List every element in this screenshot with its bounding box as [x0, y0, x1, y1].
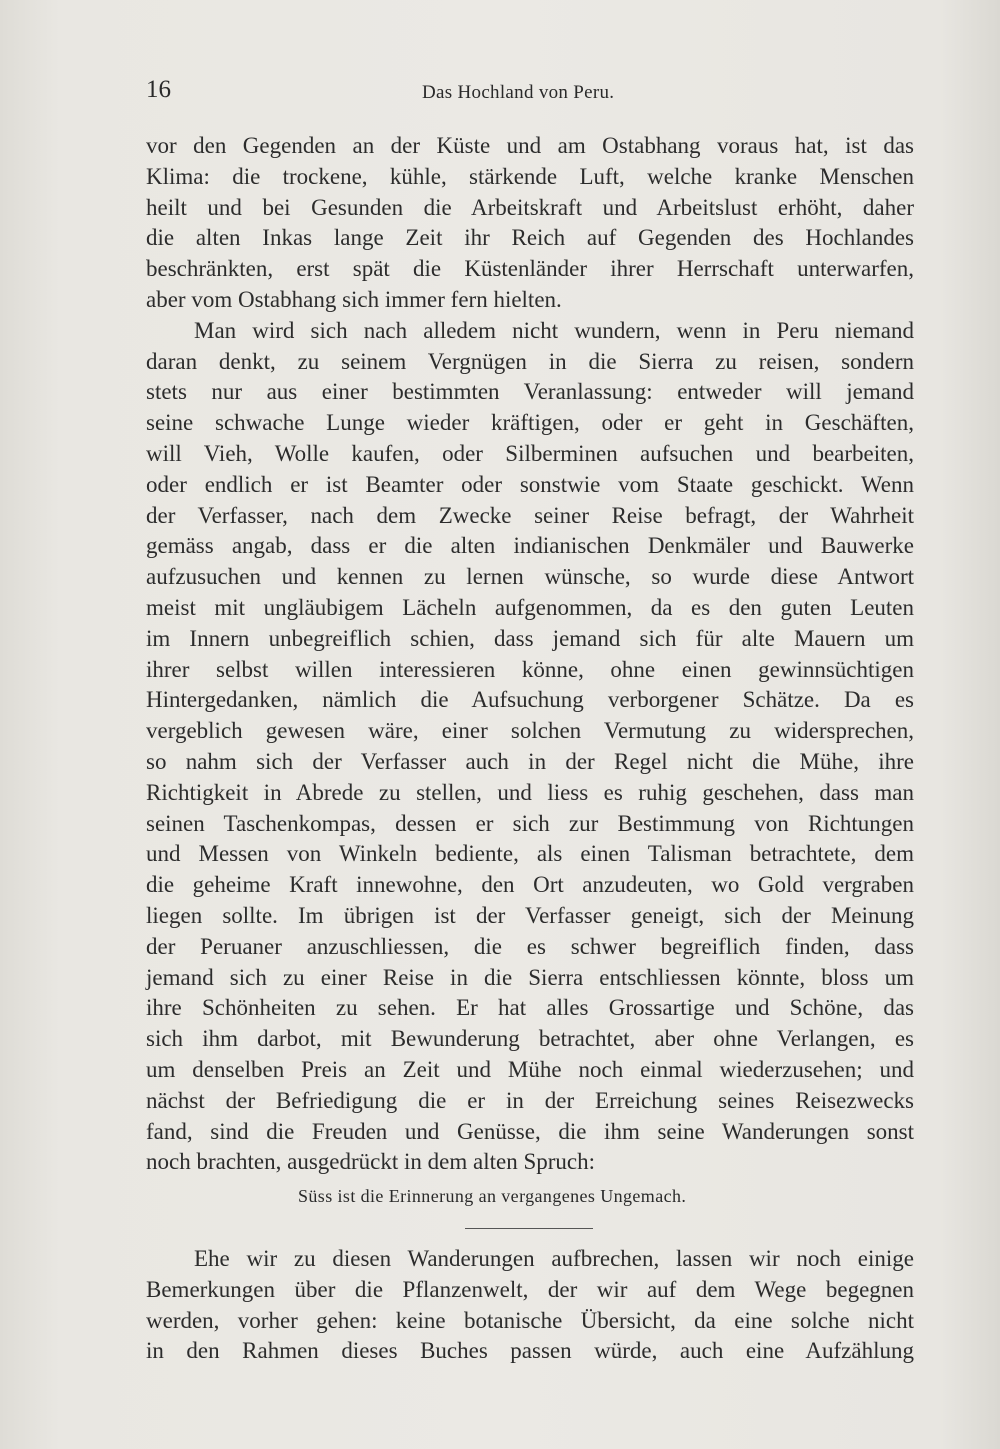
text-line: daran denkt, zu seinem Vergnügen in die Sierra zu reisen, sondern [146, 348, 914, 374]
page-header [146, 76, 908, 110]
text-line: Richtigkeit in Abrede zu stellen, und liess es ruhig geschehen, dass man [146, 779, 914, 805]
text-line: seine schwache Lunge wieder kräftigen, oder er geht in Geschäften, [146, 410, 914, 436]
text-line: die alten Inkas lange Zeit ihr Reich auf Gegenden des Hochlandes [146, 225, 914, 251]
text-line: der Peruaner anzuschliessen, die es schwer begreiflich finden, dass [146, 933, 914, 959]
text-line: ihrer selbst willen interessieren könne, ohne einen gewinnsüchtigen [146, 656, 914, 682]
text-line: seinen Taschenkompas, dessen er sich zur Bestimmung von Richtungen [146, 810, 914, 836]
text-line: beschränkten, erst spät die Küstenländer ihrer Herrschaft unterwarfen, [146, 256, 914, 282]
text-line: um denselben Preis an Zeit und Mühe noch einmal wiederzusehen; und [146, 1056, 914, 1082]
text-line: Ehe wir zu diesen Wanderungen aufbrechen, lassen wir noch einige [194, 1246, 914, 1271]
text-line: in den Rahmen dieses Buches passen würde, auch eine Aufzählung [146, 1338, 914, 1364]
text-line: der Verfasser, nach dem Zwecke seiner Reise befragt, der Wahrheit [146, 502, 914, 528]
text-line: aber vom Ostabhang sich immer fern hielten. [146, 286, 562, 312]
running-title: Das Hochland von Peru. [422, 82, 615, 103]
quotation: Süss ist die Erinnerung an vergangenes Ungemach. [298, 1186, 687, 1206]
text-line: heilt und bei Gesunden die Arbeitskraft und Arbeitslust erhöht, daher [146, 194, 914, 220]
text-line: Hintergedanken, nämlich die Aufsuchung verborgener Schätze. Da es [146, 687, 914, 713]
text-line: im Innern unbegreiflich schien, dass jemand sich für alte Mauern um [146, 625, 914, 651]
text-line: Man wird sich nach alledem nicht wundern, wenn in Peru niemand [194, 317, 914, 343]
text-line: die geheime Kraft innewohne, den Ort anzudeuten, wo Gold vergraben [146, 872, 914, 898]
text-line: gemäss angab, dass er die alten indianischen Denkmäler und Bauwerke [146, 533, 914, 559]
text-line: vor den Gegenden an der Küste und am Ostabhang voraus hat, ist das [146, 133, 914, 158]
text-line: liegen sollte. Im übrigen ist der Verfasser geneigt, sich der Meinung [146, 902, 914, 928]
text-line: stets nur aus einer bestimmten Veranlassung: entweder will jemand [146, 379, 914, 405]
section-divider [465, 1228, 593, 1229]
text-line: fand, sind die Freuden und Genüsse, die ihm seine Wanderungen sonst [146, 1118, 914, 1144]
following-text-block [146, 1244, 914, 1367]
text-line: vergeblich gewesen wäre, einer solchen Vermutung zu widersprechen, [146, 718, 914, 744]
text-line: oder endlich er ist Beamter oder sonstwie vom Staate geschickt. Wenn [146, 471, 914, 497]
text-line: nächst der Befriedigung die er in der Erreichung seines Reisezwecks [146, 1087, 914, 1113]
page-number: 16 [146, 76, 171, 103]
text-line: Klima: die trockene, kühle, stärkende Luft, welche kranke Menschen [146, 163, 914, 189]
text-line: Bemerkungen über die Pflanzenwelt, der wir auf dem Wege begegnen [146, 1276, 914, 1302]
main-text-block [146, 131, 914, 1178]
text-line: jemand sich zu einer Reise in die Sierra entschliessen könnte, bloss um [146, 964, 914, 990]
text-line: aufzusuchen und kennen zu lernen wünsche, so wurde diese Antwort [146, 564, 914, 590]
text-line: so nahm sich der Verfasser auch in der Regel nicht die Mühe, ihre [146, 748, 914, 774]
text-line: ihre Schönheiten zu sehen. Er hat alles Grossartige und Schöne, das [146, 995, 914, 1021]
text-line: noch brachten, ausgedrückt in dem alten Spruch: [146, 1149, 595, 1175]
text-line: und Messen von Winkeln bediente, als einen Talisman betrachtete, dem [146, 841, 914, 867]
text-line: werden, vorher gehen: keine botanische Übersicht, da eine solche nicht [146, 1307, 914, 1333]
text-line: meist mit ungläubigem Lächeln aufgenommen, da es den guten Leuten [146, 594, 914, 620]
text-line: sich ihm darbot, mit Bewunderung betrachtet, aber ohne Verlangen, es [146, 1026, 914, 1052]
text-line: will Vieh, Wolle kaufen, oder Silberminen aufsuchen und bearbeiten, [146, 440, 914, 466]
